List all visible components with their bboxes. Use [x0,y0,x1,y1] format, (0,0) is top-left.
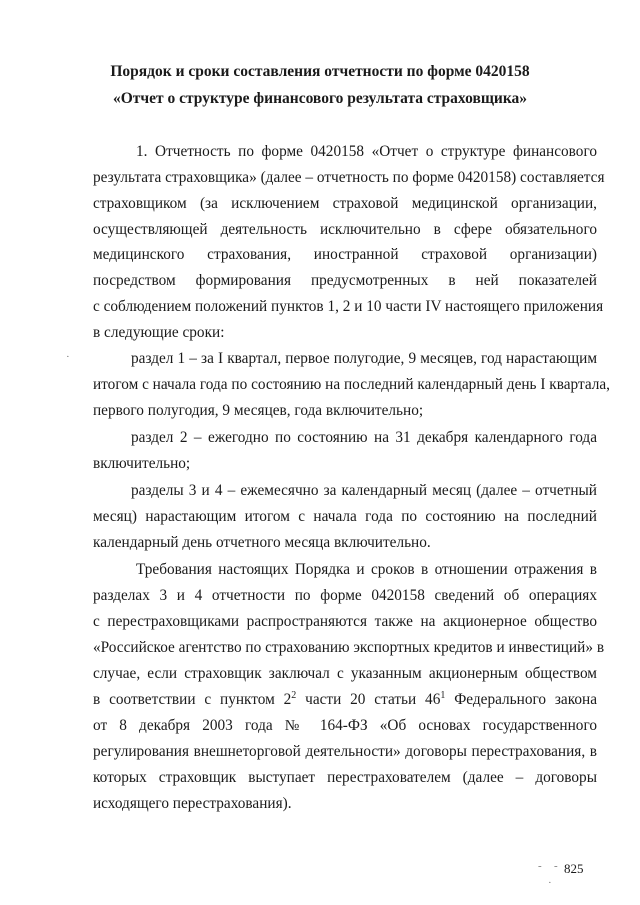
text-line: 1. Отчетность по форме 0420158 «Отчет о структуре финансового [136,143,597,160]
text-line: раздел 1 – за I квартал, первое полугодие, 9 месяцев, год нарастающим [131,350,597,367]
text-fragment: в соответствии с пунктом 2 [93,691,292,708]
text-fragment: Федерального закона [445,691,597,708]
text-line: первого полугодия, 9 месяцев, года включительно; [93,402,424,419]
text-line: посредством формирования предусмотренных в ней показателей [93,272,597,289]
title-line-2: «Отчет о структуре финансового результата страховщика» [112,90,528,107]
text-line: которых страховщик выступает перестрахователем (далее – договоры [93,769,597,786]
scan-speck: · [548,877,552,889]
title-line-1: Порядок и сроки составления отчетности по форме 0420158 [110,63,530,80]
page-number: 825 [564,861,584,876]
text-line: «Российское агентство по страхованию экспортных кредитов и инвестиций» в [93,639,605,656]
text-line: раздел 2 – ежегодно по состоянию на 31 декабря календарного года [131,429,597,446]
text-line: с перестраховщиками распространяются также на акционерное общество [93,613,597,630]
text-fragment: части 20 статьи 46 [296,691,441,708]
text-line: в следующие сроки: [93,324,225,341]
text-line: итогом с начала года по состоянию на последний календарный день I квартала, [93,376,611,393]
text-line: медицинского страхования, иностранной страховой организации) [93,246,597,263]
scan-speck: - [554,860,558,872]
scan-speck: - [538,860,542,872]
text-line: регулирования внешнеторговой деятельности» договоры перестрахования, в [93,743,597,760]
text-line: исходящего перестрахования). [93,795,292,812]
text-line: с соблюдением положений пунктов 1, 2 и 10 части IV настоящего приложения [93,298,604,315]
scan-speck: · [66,351,70,363]
text-line: Требования настоящих Порядка и сроков в отношении отражения в [136,561,597,578]
superscript: 1 [440,690,446,701]
text-line: осуществляющей деятельность исключительно в сфере обязательного [93,221,597,238]
text-line: месяц) нарастающим итогом с начала года по состоянию на последний [93,508,597,525]
text-line: результата страховщика» (далее – отчетность по форме 0420158) составляется [93,169,605,186]
text-line: включительно; [93,455,191,472]
superscript: 2 [291,690,297,701]
text-line-with-superscripts [93,691,597,709]
text-line: страховщиком (за исключением страховой медицинской организации, [93,195,597,212]
text-line: от 8 декабря 2003 года № 164-ФЗ «Об основах государственного [93,717,597,734]
text-line: разделы 3 и 4 – ежемесячно за календарный месяц (далее – отчетный [131,482,597,499]
text-line: случае, если страховщик заключал с указанным акционерным обществом [93,665,597,682]
text-line: календарный день отчетного месяца включительно. [93,534,431,551]
text-line: разделах 3 и 4 отчетности по форме 0420158 сведений об операциях [93,587,597,604]
